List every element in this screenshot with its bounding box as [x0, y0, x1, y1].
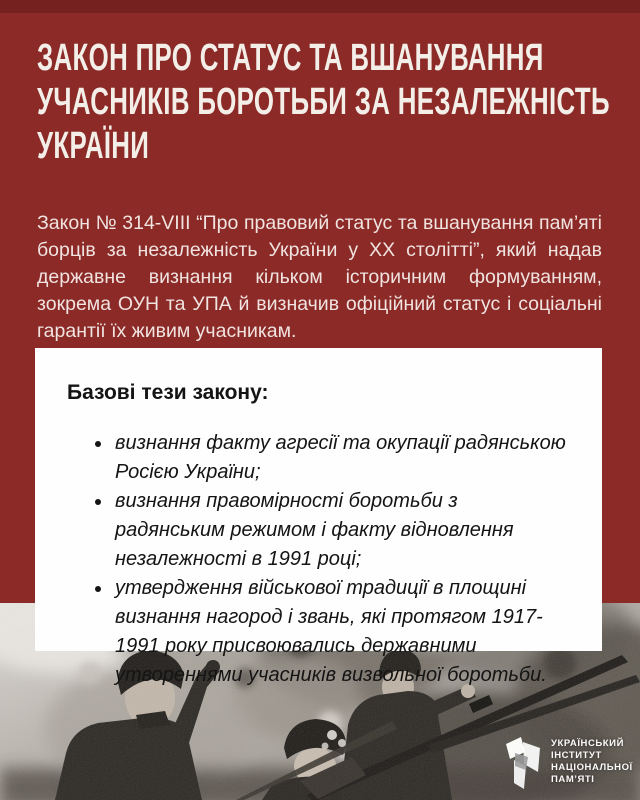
thesis-item-2: • визнання правомірності боротьби з радянським режимом і факту відновлення незалежності в 1991 році; — [113, 487, 572, 574]
logo-line-2: ІНСТИТУТ — [551, 750, 602, 761]
uinp-logo-icon — [501, 733, 543, 789]
theses-card — [35, 348, 602, 686]
page-title — [37, 36, 637, 168]
logo-line-1: УКРАЇНСЬКИЙ — [551, 738, 624, 749]
title-line-2: УЧАСНИКІВ БОРОТЬБИ ЗА НЕЗАЛЕЖНІСТЬ — [37, 81, 610, 123]
title-line-3: УКРАЇНИ — [37, 125, 150, 167]
uinp-logo-text — [551, 738, 633, 786]
logo-line-4: ПАМ’ЯТІ — [551, 774, 595, 785]
logo-line-3: НАЦІОНАЛЬНОЇ — [551, 762, 633, 773]
intro-paragraph: Закон № 314-VIII “Про правовий статус та вшанування пам’яті борців за незалежність України у ХХ столітті”, який надав державне визнання кільком історичним формуванням, зокрема ОУН та УПА й визначив офіційний статус і соціальні гарантії їх живим учасникам. — [37, 211, 602, 342]
uinp-logo — [501, 733, 633, 789]
card-heading: Базові тези закону: — [67, 381, 269, 404]
theses-list — [67, 429, 572, 690]
thesis-item-3: • утвердження військової традиції в площині визнання нагород і звань, які протягом 1917-1991 року присвоювались державними утвореннями учасників визвольної боротьби. — [113, 574, 572, 690]
thesis-item-1: • визнання факту агресії та окупації радянською Росією України; — [113, 429, 572, 487]
top-edge-shade — [0, 0, 640, 13]
title-line-1: ЗАКОН ПРО СТАТУС ТА ВШАНУВАННЯ — [37, 37, 544, 79]
